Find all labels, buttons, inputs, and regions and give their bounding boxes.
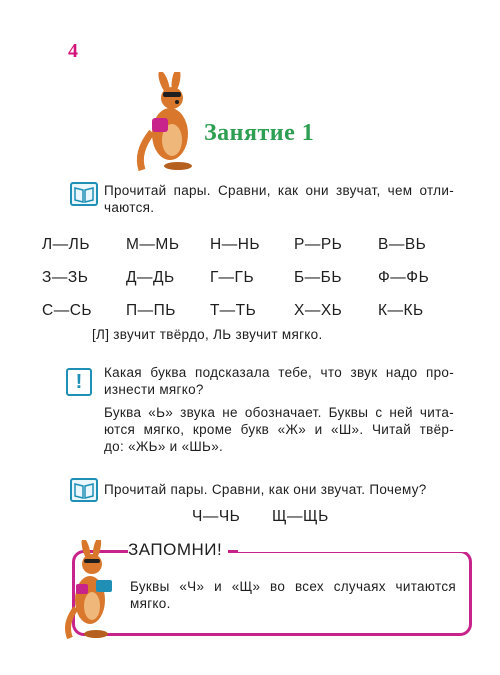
task1-line2: чаются.: [104, 200, 155, 215]
remember-line1: Буквы «Ч» и «Щ» во всех случаях читаются: [130, 579, 456, 594]
pair-cell: Н—НЬ: [210, 235, 261, 253]
remember-text: [130, 578, 456, 612]
pair-cell: Г—ГЬ: [210, 268, 255, 286]
remember-title: ЗАПОМНИ!: [128, 540, 228, 560]
pair-cell: Ф—ФЬ: [378, 268, 430, 286]
pair-cell: Р—РЬ: [294, 235, 343, 253]
exclamation-icon: !: [66, 368, 92, 396]
kangaroo-mascot-image: [130, 72, 200, 172]
pronunciation-note: [Л] звучит твёрдо, ЛЬ звучит мягко.: [92, 327, 323, 342]
pair-cell: М—МЬ: [126, 235, 180, 253]
remember-line2: мягко.: [130, 596, 171, 611]
answer-text: [104, 404, 454, 455]
page-number: 4: [68, 40, 78, 62]
pairs-row: [42, 228, 462, 261]
answer-line3: до: «ЖЬ» и «ШЬ».: [104, 439, 224, 454]
kangaroo-reading-mascot-image: [60, 540, 122, 640]
remember-box-gap: [238, 549, 476, 552]
book-icon: [70, 478, 98, 502]
pair-cell: П—ПЬ: [126, 301, 176, 319]
lesson-title: Занятие 1: [204, 120, 315, 146]
answer-line1: Буква «Ь» звука не обозначает. Буквы с ней чита-: [104, 405, 454, 420]
question-line2: изнести мягко?: [104, 382, 204, 397]
answer-line2: ются мягко, кроме букв «Ж» и «Ш». Читай твёр-: [104, 422, 454, 437]
pair-cell: С—СЬ: [42, 301, 93, 319]
pair-cell: Л—ЛЬ: [42, 235, 91, 253]
pair-cell: Х—ХЬ: [294, 301, 343, 319]
pair-cell: В—ВЬ: [378, 235, 427, 253]
pair-cell: Т—ТЬ: [210, 301, 257, 319]
question-line1: Какая буква подсказала тебе, что звук надо про-: [104, 365, 454, 380]
pair-cell: К—КЬ: [378, 301, 424, 319]
letter-pairs-grid: [42, 228, 462, 327]
pair-shch: Щ—ЩЬ: [272, 508, 329, 525]
pair-cell: Д—ДЬ: [126, 268, 175, 286]
pairs-row: [42, 294, 462, 327]
pair-cell: З—ЗЬ: [42, 268, 89, 286]
pair-cell: Б—БЬ: [294, 268, 343, 286]
task2-instruction: Прочитай пары. Сравни, как они звучат. Почему?: [104, 482, 427, 497]
task1-line1: Прочитай пары. Сравни, как они звучат, чем отли-: [104, 183, 454, 198]
pair-chch: Ч—ЧЬ: [192, 508, 241, 525]
book-icon: [70, 182, 98, 206]
task1-instruction: [104, 182, 454, 216]
question-text: [104, 364, 454, 398]
pairs-row: [42, 261, 462, 294]
